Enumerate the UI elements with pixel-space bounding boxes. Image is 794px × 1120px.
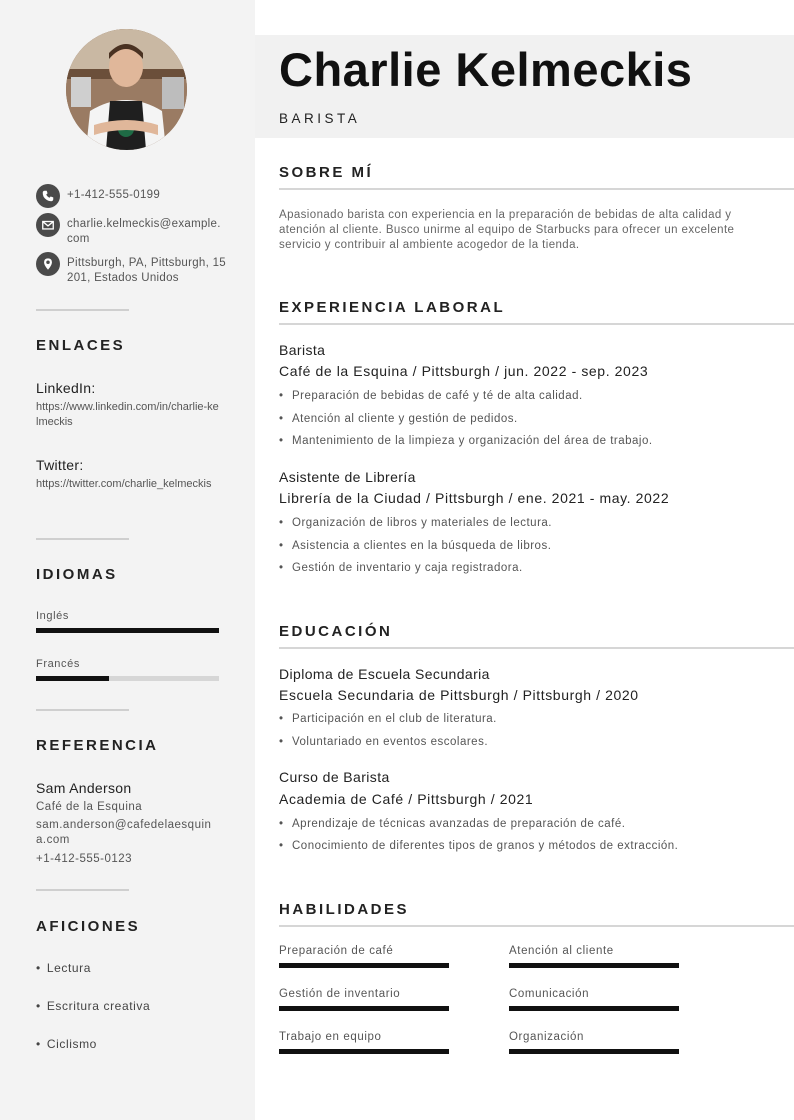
profile-photo-illustration xyxy=(66,29,187,150)
about-text: Apasionado barista con experiencia en la preparación de bebidas de alta calidad y atención al cliente. Busco unirme al equipo de Starbucks para ofrecer un excelente servicio y contribuir al ambiente acogedor de la tienda. xyxy=(279,209,735,251)
phone-text: +1-412-555-0199 xyxy=(67,189,161,201)
language-level-bar xyxy=(36,676,219,681)
phone-icon xyxy=(36,184,60,208)
reference-email: sam.anderson@cafedelaesquina.com xyxy=(36,819,212,846)
education-title: Curso de Barista xyxy=(279,769,390,785)
skill-level-fill xyxy=(509,1049,679,1054)
contact-address xyxy=(36,252,226,286)
experience-bullet: • Asistencia a clientes en la búsqueda de libros. xyxy=(279,540,552,552)
sidebar-divider xyxy=(36,709,129,711)
skill-name: Trabajo en equipo xyxy=(279,1031,382,1043)
skills-heading: HABILIDADES xyxy=(279,901,410,918)
language-level-fill xyxy=(36,628,219,633)
language-level-bar xyxy=(36,628,219,633)
section-rule xyxy=(279,925,794,927)
experience-bullet: • Preparación de bebidas de café y té de alta calidad. xyxy=(279,390,583,402)
sidebar-divider xyxy=(36,889,129,891)
hobby-item: • Escritura creativa xyxy=(36,999,151,1013)
experience-bullet: • Atención al cliente y gestión de pedidos. xyxy=(279,413,518,425)
skill-name: Organización xyxy=(509,1031,584,1043)
skill-name: Comunicación xyxy=(509,988,590,1000)
education-subtitle: Escuela Secundaria de Pittsburgh / Pittsburgh / 2020 xyxy=(279,687,639,703)
skill-level-fill xyxy=(279,1006,449,1011)
profile-photo xyxy=(66,29,187,150)
location-pin-icon xyxy=(36,252,60,276)
hobby-item: • Ciclismo xyxy=(36,1037,97,1051)
skill-level-bar xyxy=(509,963,679,968)
about-heading: SOBRE MÍ xyxy=(279,164,374,181)
skill-level-bar xyxy=(279,1006,449,1011)
reference-company: Café de la Esquina xyxy=(36,801,143,813)
experience-title: Asistente de Librería xyxy=(279,469,416,485)
linkedin-link[interactable]: https://www.linkedin.com/in/charlie-kelmeckis xyxy=(36,401,219,428)
skill-level-fill xyxy=(279,963,449,968)
language-level-fill xyxy=(36,676,109,681)
main-content xyxy=(255,0,794,1120)
email-icon xyxy=(36,213,60,237)
experience-heading: EXPERIENCIA LABORAL xyxy=(279,299,506,316)
education-bullet: • Conocimiento de diferentes tipos de granos y métodos de extracción. xyxy=(279,840,679,852)
experience-bullet: • Gestión de inventario y caja registradora. xyxy=(279,562,523,574)
person-name: Charlie Kelmeckis xyxy=(279,43,693,96)
reference-name: Sam Anderson xyxy=(36,780,132,796)
experience-subtitle: Librería de la Ciudad / Pittsburgh / ene. 2021 - may. 2022 xyxy=(279,490,670,506)
skill-level-fill xyxy=(509,963,679,968)
skill-name: Gestión de inventario xyxy=(279,988,401,1000)
twitter-link[interactable]: https://twitter.com/charlie_kelmeckis xyxy=(36,478,212,490)
email-text: charlie.kelmeckis@example.com xyxy=(67,218,221,245)
education-bullet: • Aprendizaje de técnicas avanzadas de preparación de café. xyxy=(279,818,626,830)
skill-level-fill xyxy=(509,1006,679,1011)
address-text: Pittsburgh, PA, Pittsburgh, 15201, Estados Unidos xyxy=(67,257,227,284)
links-heading: ENLACES xyxy=(36,337,126,354)
sidebar-divider xyxy=(36,309,129,311)
skill-level-bar xyxy=(509,1049,679,1054)
experience-bullet: • Organización de libros y materiales de lectura. xyxy=(279,517,553,529)
hobby-item: • Lectura xyxy=(36,961,92,975)
experience-subtitle: Café de la Esquina / Pittsburgh / jun. 2022 - sep. 2023 xyxy=(279,363,649,379)
language-name: Inglés xyxy=(36,610,69,622)
language-name: Francés xyxy=(36,658,80,670)
skill-level-bar xyxy=(279,963,449,968)
skill-level-fill xyxy=(279,1049,449,1054)
contact-email xyxy=(36,213,226,247)
skill-level-bar xyxy=(509,1006,679,1011)
education-subtitle: Academia de Café / Pittsburgh / 2021 xyxy=(279,791,534,807)
linkedin-label: LinkedIn: xyxy=(36,380,96,396)
sidebar-divider xyxy=(36,538,129,540)
section-rule xyxy=(279,323,794,325)
skill-level-bar xyxy=(279,1049,449,1054)
skill-name: Atención al cliente xyxy=(509,945,614,957)
hobbies-heading: AFICIONES xyxy=(36,918,141,935)
sidebar xyxy=(0,0,255,1120)
experience-title: Barista xyxy=(279,342,326,358)
languages-heading: IDIOMAS xyxy=(36,566,118,583)
contact-phone xyxy=(36,184,226,208)
education-heading: EDUCACIÓN xyxy=(279,623,393,640)
education-bullet: • Voluntariado en eventos escolares. xyxy=(279,736,489,748)
education-title: Diploma de Escuela Secundaria xyxy=(279,666,490,682)
section-rule xyxy=(279,188,794,190)
skill-name: Preparación de café xyxy=(279,945,394,957)
section-rule xyxy=(279,647,794,649)
reference-heading: REFERENCIA xyxy=(36,737,159,754)
reference-phone: +1-412-555-0123 xyxy=(36,853,133,865)
twitter-label: Twitter: xyxy=(36,457,84,473)
education-bullet: • Participación en el club de literatura. xyxy=(279,713,497,725)
experience-bullet: • Mantenimiento de la limpieza y organización del área de trabajo. xyxy=(279,435,653,447)
job-title: BARISTA xyxy=(279,111,361,126)
